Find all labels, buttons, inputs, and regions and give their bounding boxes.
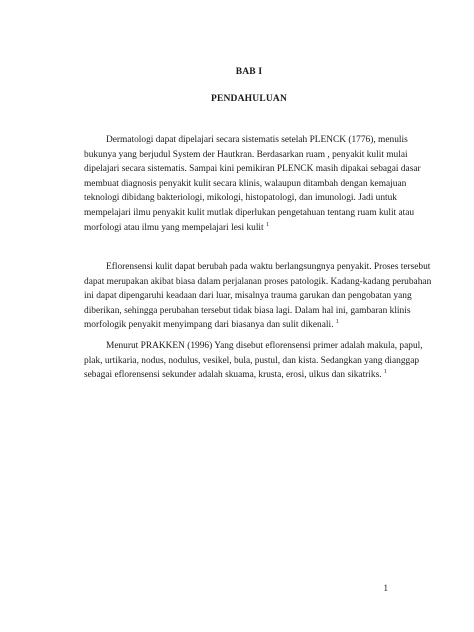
text-line: dipelajari secara sistematis. Sampai kini pemikiran PLENCK masih dipakai sebagai dasar	[84, 164, 421, 175]
text-line: bukunya yang berjudul System der Hautkran. Berdasarkan ruam , penyakit kulit mulai	[84, 149, 408, 160]
text-line-final	[84, 318, 388, 333]
text-line: plak, urtikaria, nodus, nodulus, vesikel, bula, pustul, dan kista. Sedangkan yang dianggap	[84, 355, 420, 366]
text-line: dapat merupakan akibat biasa dalam perjalanan proses patologik. Kadang-kadang perubahan	[84, 276, 432, 287]
text-line-final	[84, 221, 388, 236]
text-line: sebagai eflorensensi sekunder adalah skuama, krusta, erosi, ulkus dan sikatriks.	[84, 370, 382, 381]
text-line: Dermatologi dapat dipelajari secara sistematis setelah PLENCK (1776), menulis	[106, 135, 408, 145]
citation-ref: 1	[383, 369, 387, 376]
text-line: membuat diagnosis penyakit kulit secara klinis, walaupun ditambah dengan kemajuan	[84, 178, 407, 189]
text-line: morfologik penyakit menyimpang dari biasanya dan sulit dikenali.	[84, 320, 334, 331]
paragraph-dermatology	[84, 133, 421, 235]
text-line: diberikan, sehingga perubahan tersebut tidak biasa lagi. Dalam hal ini, gambaran klinis	[84, 305, 411, 316]
page-number: 1	[383, 583, 388, 593]
text-line-final	[84, 368, 388, 383]
text-line: morfologi atau ilmu yang mempelajari lesi kulit	[84, 222, 264, 233]
paragraph-eflorensensi-change	[84, 260, 432, 333]
text-line: teknologi dibidang bakteriologi, mikologi, histopatologi, dan imunologi. Jadi untuk	[84, 193, 397, 204]
text-line: ini dapat dipengaruhi keadaan dari luar, misalnya trauma garukan dan pengobatan yang	[84, 291, 412, 302]
chapter-title: PENDAHULUAN	[210, 94, 288, 104]
chapter-label: BAB I	[235, 67, 263, 77]
paragraph-prakken	[84, 339, 423, 383]
citation-ref: 1	[266, 221, 269, 228]
text-line: Menurut PRAKKEN (1996) Yang disebut eflorensensi primer adalah makula, papul,	[106, 341, 423, 351]
text-line: Eflorensensi kulit dapat berubah pada waktu berlangsungnya penyakit. Proses tersebut	[106, 262, 431, 272]
text-line: mempelajari ilmu penyakit kulit mutlak diperlukan pengetahuan tentang ruam kulit atau	[84, 207, 415, 218]
citation-ref: 1	[335, 319, 339, 326]
